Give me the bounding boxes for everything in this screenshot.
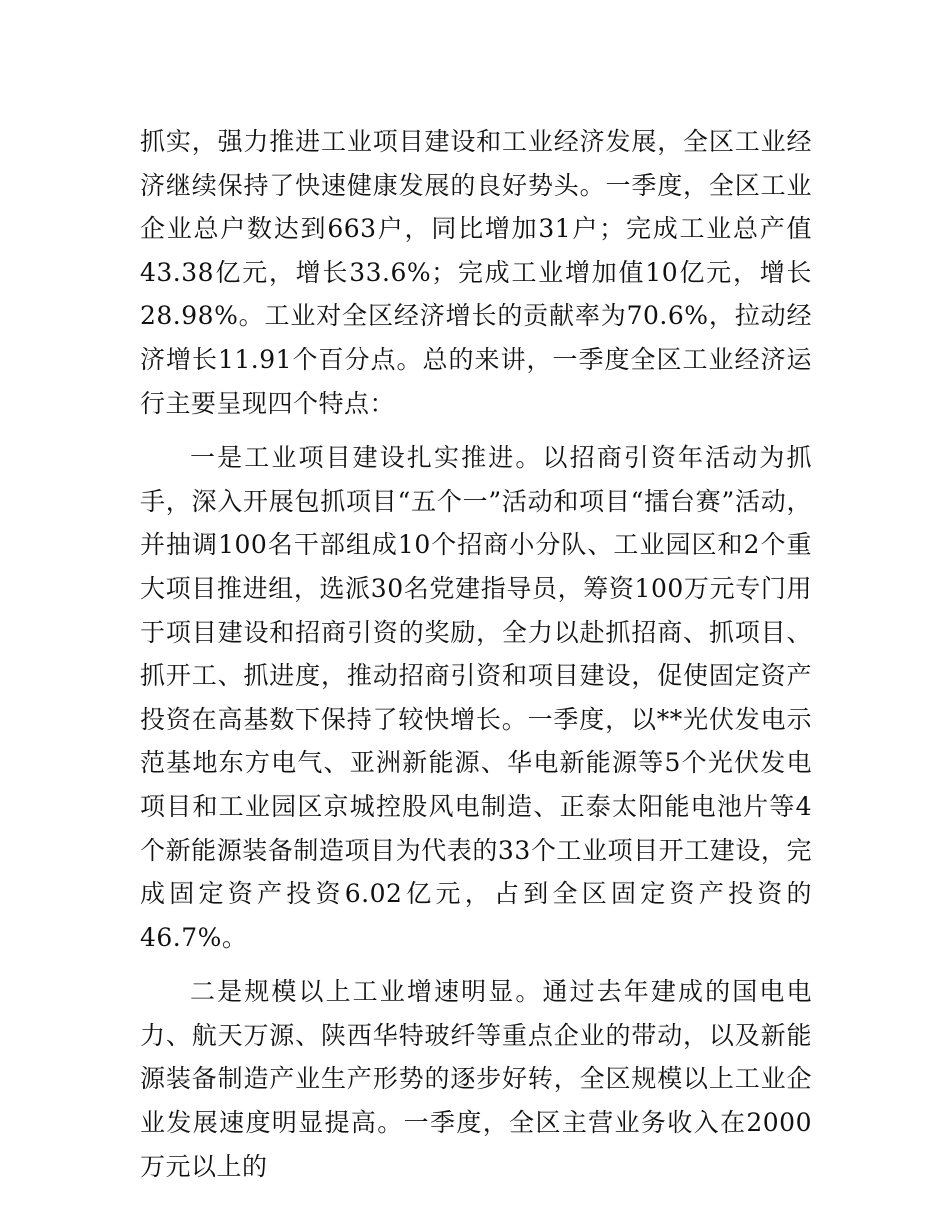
paragraph-project-construction: 一是工业项目建设扎实推进。以招商引资年活动为抓手，深入开展包抓项目“五个一”活动和项目“擂台赛”活动，并抽调100名干部组成10个招商小分队、工业园区和2个重大项目推进组，选派30名党建指导员，筹资100万元专门用于项目建设和招商引资的奖励，全力以赴抓招商、抓项目、抓开工、抓进度，推动招商引资和项目建设，促使固定资产投资在高基数下保持了较快增长。一季度，以**光伏发电示范基地东方电气、亚洲新能源、华电新能源等5个光伏发电项目和工业园区京城控股风电制造、正泰太阳能电池片等4个新能源装备制造项目为代表的33个工业项目开工建设，完成固定资产投资6.02亿元，占到全区固定资产投资的46.7%。 — [140, 443, 812, 952]
paragraph-continuation: 抓实，强力推进工业项目建设和工业经济发展，全区工业经济继续保持了快速健康发展的良好势头。一季度，全区工业企业总户数达到663户，同比增加31户；完成工业总产值43.38亿元，增长33.6%；完成工业增加值10亿元，增长28.98%。工业对全区经济增长的贡献率为70.6%，拉动经济增长11.91个百分点。总的来讲，一季度全区工业经济运行主要呈现四个特点： — [140, 127, 812, 418]
paragraph-industrial-growth: 二是规模以上工业增速明显。通过去年建成的国电电力、航天万源、陕西华特玻纤等重点企业的带动，以及新能源装备制造产业生产形势的逐步好转，全区规模以上工业企业发展速度明显提高。一季度，全区主营业务收入在2000万元以上的 — [140, 977, 812, 1181]
document-body — [140, 120, 812, 1188]
